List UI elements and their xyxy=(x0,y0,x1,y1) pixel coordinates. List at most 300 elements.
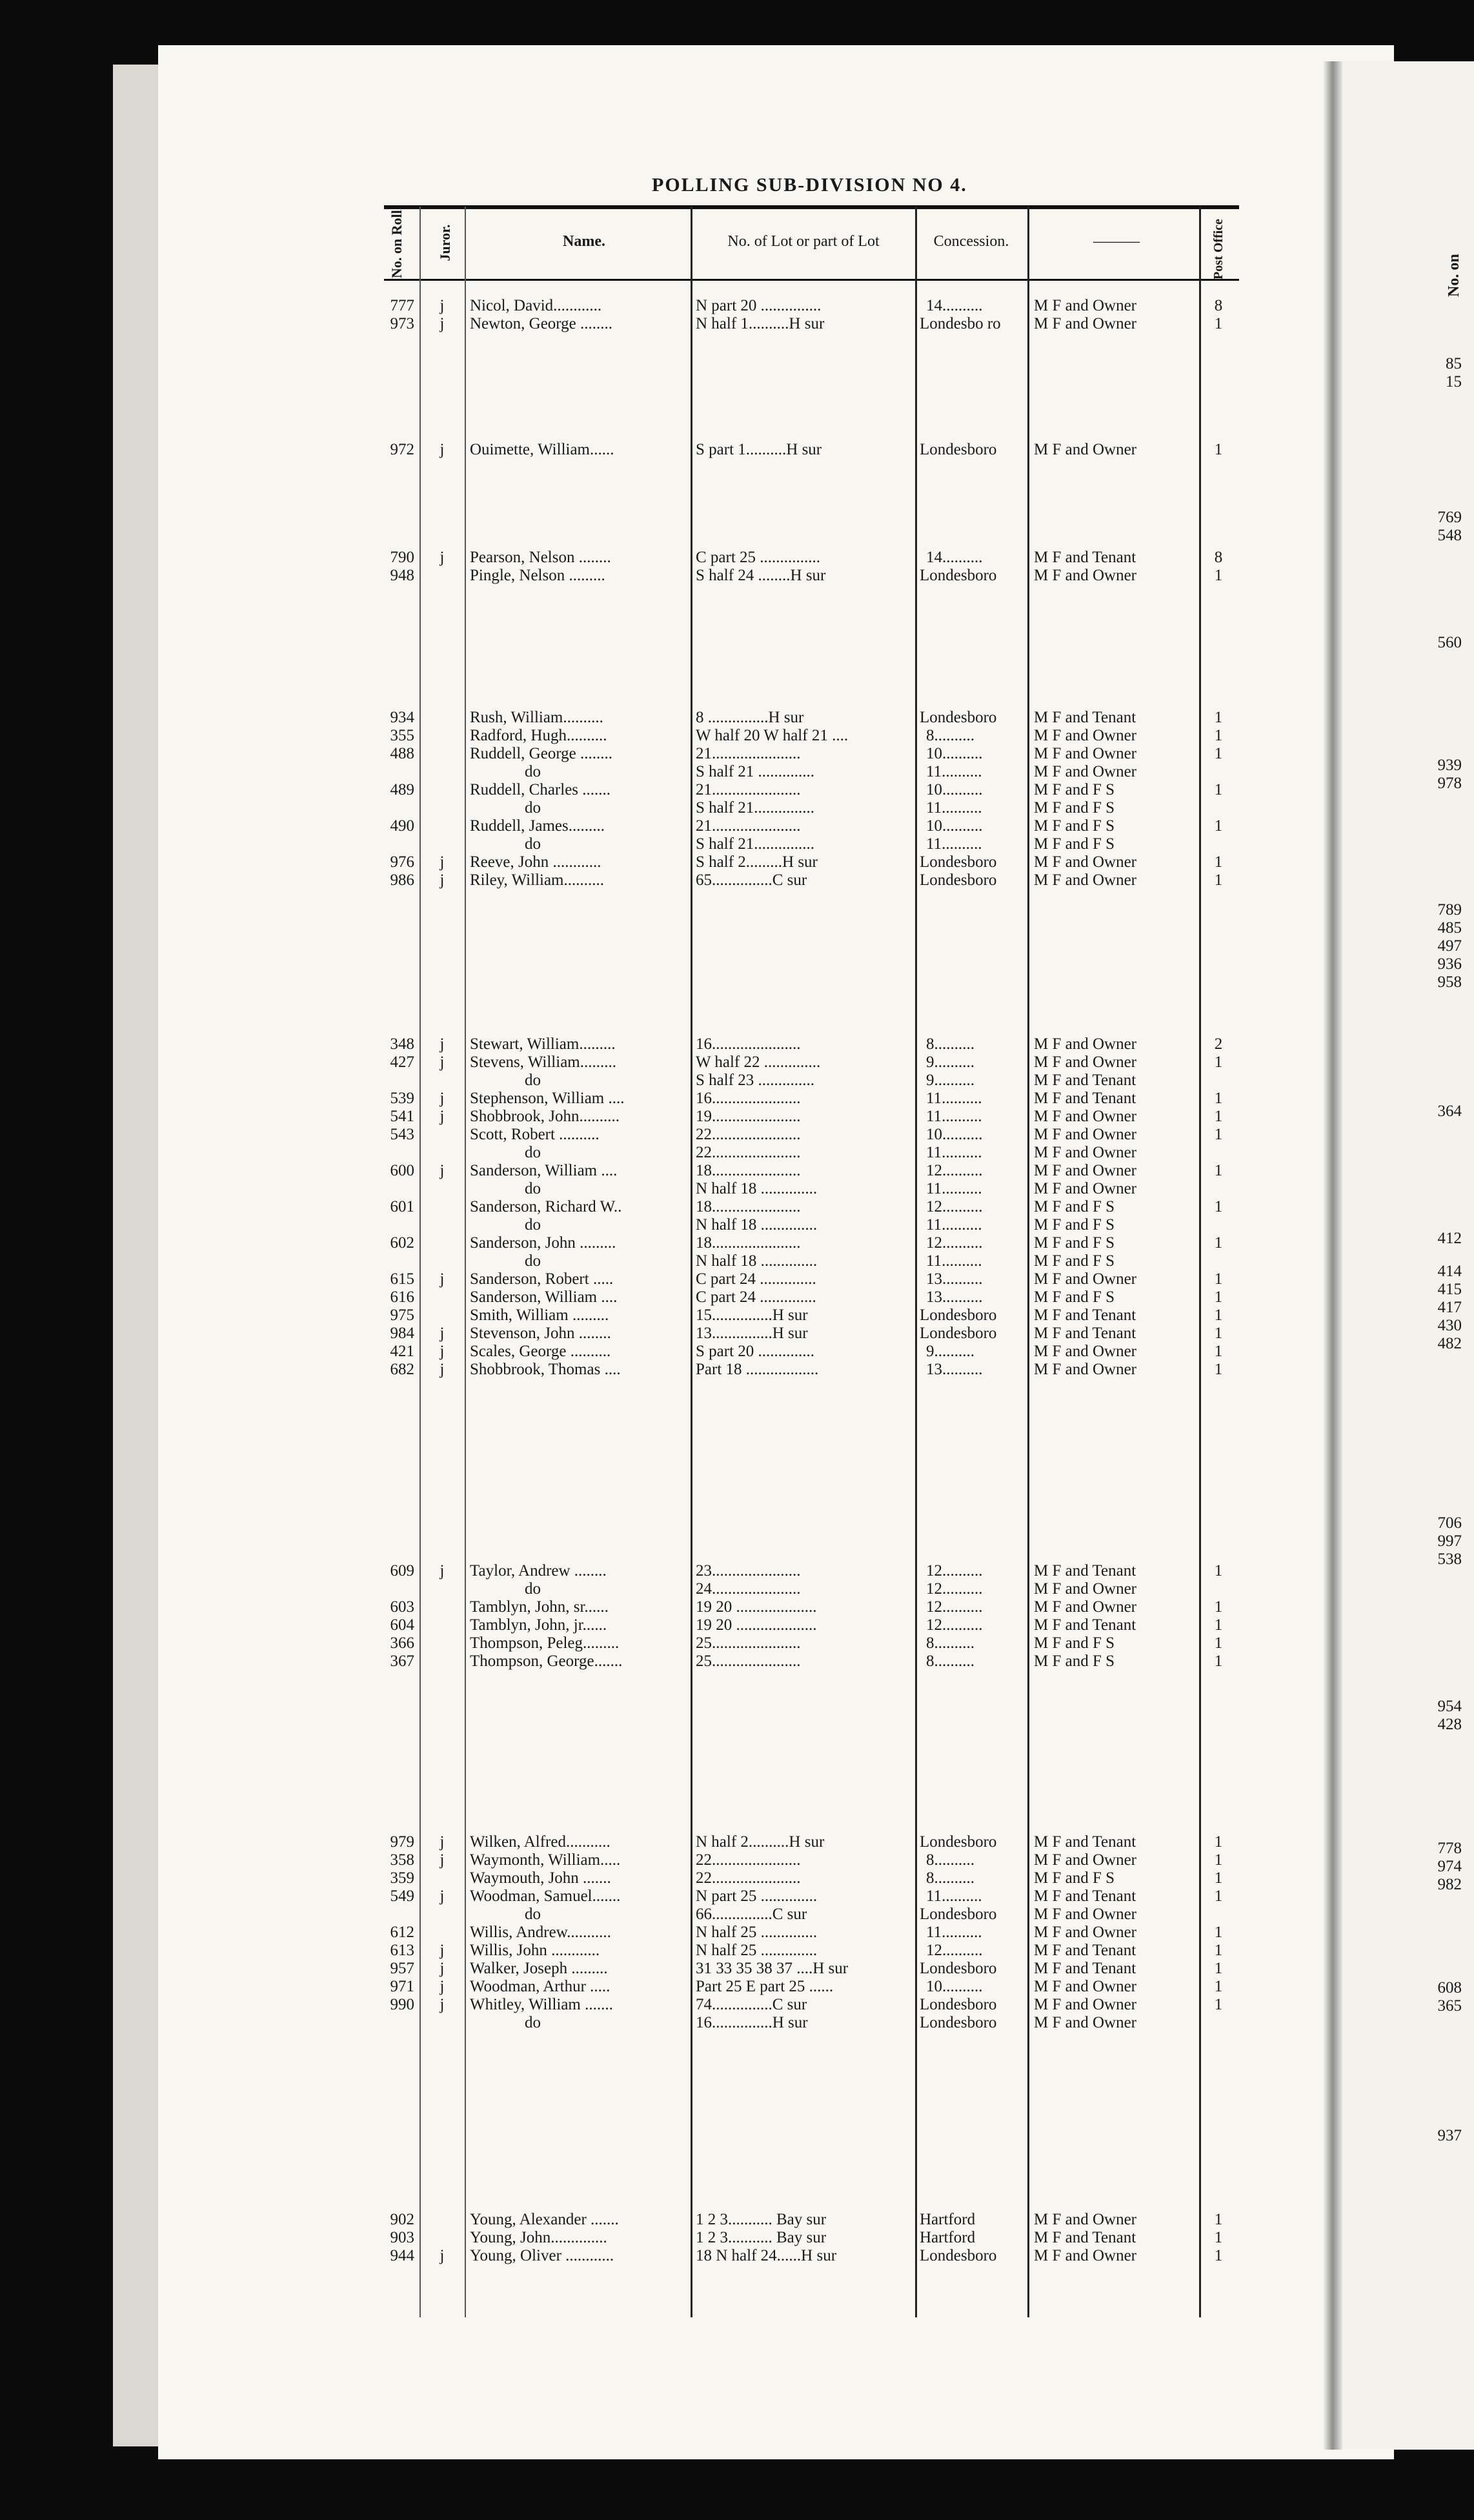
lot-description: 15...............H sur xyxy=(696,1306,808,1324)
page-fold xyxy=(1323,61,1342,2450)
voter-name: Whitley, William ....... xyxy=(470,1996,613,2013)
concession: Londesboro xyxy=(920,1960,997,1977)
juror-mark: j xyxy=(439,1325,445,1342)
juror-mark: j xyxy=(439,1978,445,1995)
post-office: 1 xyxy=(1214,2211,1223,2228)
qualification: M F and Owner xyxy=(1034,1180,1137,1197)
lot-description: 8 ...............H sur xyxy=(696,709,804,726)
voter-name: Newton, George ........ xyxy=(470,315,613,332)
juror-mark: j xyxy=(439,1851,445,1869)
lot-description: 25...................... xyxy=(696,1634,801,1652)
qualification: M F and F S xyxy=(1034,1652,1115,1670)
roll-number: 975 xyxy=(390,1306,414,1324)
post-office: 1 xyxy=(1214,1361,1223,1378)
roll-number: 488 xyxy=(390,745,414,762)
concession: 10.......... xyxy=(926,1978,983,1995)
qualification: M F and Tenant xyxy=(1034,1072,1136,1089)
header-juror: Juror. xyxy=(437,224,453,261)
voter-name: Stephenson, William .... xyxy=(470,1090,625,1107)
post-office: 1 xyxy=(1214,1288,1223,1306)
juror-mark: j xyxy=(439,2247,445,2264)
post-office: 1 xyxy=(1214,1869,1223,1887)
roll-number: 490 xyxy=(390,817,414,835)
voter-name: Riley, William.......... xyxy=(470,871,605,889)
lot-description: 18 N half 24......H sur xyxy=(696,2247,837,2264)
juror-mark: j xyxy=(439,549,445,566)
post-office: 1 xyxy=(1214,1634,1223,1652)
voter-name: Tamblyn, John, jr...... xyxy=(470,1616,607,1634)
post-office: 1 xyxy=(1214,1652,1223,1670)
concession: 8.......... xyxy=(926,727,974,744)
concession: 11.......... xyxy=(926,1216,982,1234)
roll-number: 972 xyxy=(390,441,414,458)
qualification: M F and Owner xyxy=(1034,315,1137,332)
concession: Londesboro xyxy=(920,871,997,889)
facing-page xyxy=(1329,61,1474,2450)
qualification: M F and Tenant xyxy=(1034,1887,1136,1905)
voter-name: do xyxy=(525,1905,541,1923)
qualification: M F and Owner xyxy=(1034,1996,1137,2013)
lot-description: 1 2 3........... Bay sur xyxy=(696,2211,827,2228)
concession: Londesboro xyxy=(920,1325,997,1342)
roll-number: 934 xyxy=(390,709,414,726)
facing-page-roll-number: 430 xyxy=(1437,1317,1462,1334)
concession: 14.......... xyxy=(926,549,983,566)
concession: 12.......... xyxy=(926,1234,983,1252)
roll-number: 682 xyxy=(390,1361,414,1378)
post-office: 1 xyxy=(1214,1270,1223,1288)
qualification: M F and Owner xyxy=(1034,1270,1137,1288)
header-description: ——— xyxy=(1093,233,1140,250)
voter-name: Willis, Andrew........... xyxy=(470,1924,611,1941)
juror-mark: j xyxy=(439,1053,445,1071)
concession: 12.......... xyxy=(926,1198,983,1215)
roll-number: 976 xyxy=(390,853,414,871)
facing-page-roll-number: 15 xyxy=(1446,373,1462,391)
qualification: M F and Owner xyxy=(1034,1126,1137,1143)
lot-description: C part 25 ............... xyxy=(696,549,821,566)
facing-page-roll-number: 778 xyxy=(1437,1840,1462,1857)
concession: 8.......... xyxy=(926,1035,974,1053)
qualification: M F and Owner xyxy=(1034,1978,1137,1995)
post-office: 1 xyxy=(1214,1851,1223,1869)
lot-description: 21...................... xyxy=(696,781,801,798)
qualification: M F and F S xyxy=(1034,1252,1115,1270)
roll-number: 615 xyxy=(390,1270,414,1288)
facing-page-roll-number: 958 xyxy=(1437,973,1462,991)
juror-mark: j xyxy=(439,315,445,332)
concession: 11.......... xyxy=(926,763,982,780)
juror-mark: j xyxy=(439,1887,445,1905)
lot-description: S half 24 ........H sur xyxy=(696,567,826,584)
roll-number: 990 xyxy=(390,1996,414,2013)
post-office: 1 xyxy=(1214,1598,1223,1616)
post-office: 1 xyxy=(1214,1198,1223,1215)
facing-page-roll-number: 978 xyxy=(1437,775,1462,792)
concession: 8.......... xyxy=(926,1652,974,1670)
roll-number: 616 xyxy=(390,1288,414,1306)
voter-name: Scales, George .......... xyxy=(470,1343,611,1360)
voter-name: do xyxy=(525,1072,541,1089)
lot-description: 19 20 .................... xyxy=(696,1598,817,1616)
qualification: M F and Owner xyxy=(1034,441,1137,458)
post-office: 2 xyxy=(1214,1035,1223,1053)
qualification: M F and Owner xyxy=(1034,1851,1137,1869)
lot-description: C part 24 .............. xyxy=(696,1288,816,1306)
roll-number: 603 xyxy=(390,1598,414,1616)
concession: Londesboro xyxy=(920,1905,997,1923)
column-rule-name xyxy=(691,207,692,2317)
qualification: M F and F S xyxy=(1034,1288,1115,1306)
concession: 10.......... xyxy=(926,817,983,835)
voter-name: Young, John.............. xyxy=(470,2229,607,2246)
concession: Hartford xyxy=(920,2229,976,2246)
qualification: M F and F S xyxy=(1034,817,1115,835)
qualification: M F and F S xyxy=(1034,1216,1115,1234)
facing-page-roll-number: 937 xyxy=(1437,2127,1462,2144)
qualification: M F and Owner xyxy=(1034,2247,1137,2264)
voter-name: Taylor, Andrew ........ xyxy=(470,1562,607,1580)
voter-name: do xyxy=(525,2014,541,2031)
qualification: M F and Owner xyxy=(1034,1598,1137,1616)
roll-number: 902 xyxy=(390,2211,414,2228)
roll-number: 358 xyxy=(390,1851,414,1869)
voter-name: Ruddell, James......... xyxy=(470,817,605,835)
post-office: 1 xyxy=(1214,709,1223,726)
lot-description: N half 25 .............. xyxy=(696,1924,818,1941)
lot-description: N part 25 .............. xyxy=(696,1887,818,1905)
juror-mark: j xyxy=(439,441,445,458)
roll-number: 944 xyxy=(390,2247,414,2264)
lot-description: 66...............C sur xyxy=(696,1905,807,1923)
voter-name: Ruddell, George ........ xyxy=(470,745,613,762)
voter-name: do xyxy=(525,799,541,817)
facing-page-roll-number: 364 xyxy=(1437,1102,1462,1120)
voter-name: Smith, William ......... xyxy=(470,1306,609,1324)
voter-name: Sanderson, William .... xyxy=(470,1162,618,1179)
lot-description: S part 20 .............. xyxy=(696,1343,815,1360)
lot-description: 18...................... xyxy=(696,1162,801,1179)
lot-description: S half 21 .............. xyxy=(696,763,815,780)
lot-description: 23...................... xyxy=(696,1562,801,1580)
qualification: M F and Owner xyxy=(1034,1580,1137,1598)
concession: 11.......... xyxy=(926,835,982,853)
lot-description: W half 22 .............. xyxy=(696,1053,821,1071)
facing-page-roll-number: 789 xyxy=(1437,901,1462,919)
post-office: 1 xyxy=(1214,1234,1223,1252)
voter-name: Stevens, William......... xyxy=(470,1053,616,1071)
roll-number: 549 xyxy=(390,1887,414,1905)
post-office: 1 xyxy=(1214,727,1223,744)
voter-name: Ruddell, Charles ....... xyxy=(470,781,611,798)
roll-number: 903 xyxy=(390,2229,414,2246)
lot-description: N half 18 .............. xyxy=(696,1252,818,1270)
juror-mark: j xyxy=(439,297,445,314)
qualification: M F and F S xyxy=(1034,799,1115,817)
header-bottom-rule xyxy=(384,279,1239,281)
voter-name: do xyxy=(525,835,541,853)
qualification: M F and Tenant xyxy=(1034,1616,1136,1634)
facing-page-header: No. on xyxy=(1446,254,1462,297)
qualification: M F and Owner xyxy=(1034,1162,1137,1179)
lot-description: S half 23 .............. xyxy=(696,1072,815,1089)
lot-description: S half 21............... xyxy=(696,835,815,853)
juror-mark: j xyxy=(439,871,445,889)
voter-name: Rush, William.......... xyxy=(470,709,603,726)
qualification: M F and Owner xyxy=(1034,1343,1137,1360)
lot-description: N half 18 .............. xyxy=(696,1216,818,1234)
voter-name: Scott, Robert .......... xyxy=(470,1126,600,1143)
voter-name: Thompson, George....... xyxy=(470,1652,623,1670)
voter-name: Woodman, Arthur ..... xyxy=(470,1978,611,1995)
juror-mark: j xyxy=(439,853,445,871)
voter-name: Pingle, Nelson ......... xyxy=(470,567,605,584)
lot-description: 25...................... xyxy=(696,1652,801,1670)
concession: 11.......... xyxy=(926,1144,982,1161)
concession: 12.......... xyxy=(926,1942,983,1959)
roll-number: 601 xyxy=(390,1198,414,1215)
page-title: POLLING SUB-DIVISION NO 4. xyxy=(652,174,967,196)
juror-mark: j xyxy=(439,1090,445,1107)
lot-description: 21...................... xyxy=(696,745,801,762)
lot-description: S part 1..........H sur xyxy=(696,441,822,458)
concession: 14.......... xyxy=(926,297,983,314)
facing-page-roll-number: 365 xyxy=(1437,1997,1462,2015)
lot-description: 24...................... xyxy=(696,1580,801,1598)
post-office: 1 xyxy=(1214,2229,1223,2246)
facing-page-roll-number: 497 xyxy=(1437,937,1462,955)
voter-name: Wilken, Alfred........... xyxy=(470,1833,611,1851)
voter-name: Tamblyn, John, sr...... xyxy=(470,1598,609,1616)
facing-page-roll-number: 417 xyxy=(1437,1299,1462,1316)
post-office: 1 xyxy=(1214,567,1223,584)
concession: 11.......... xyxy=(926,1252,982,1270)
concession: 12.......... xyxy=(926,1616,983,1634)
concession: 11.......... xyxy=(926,1924,982,1941)
roll-number: 777 xyxy=(390,297,414,314)
voter-name: Reeve, John ............ xyxy=(470,853,601,871)
post-office: 1 xyxy=(1214,781,1223,798)
concession: 13.......... xyxy=(926,1288,983,1306)
voter-name: do xyxy=(525,1144,541,1161)
lot-description: 22...................... xyxy=(696,1126,801,1143)
juror-mark: j xyxy=(439,1035,445,1053)
juror-mark: j xyxy=(439,1562,445,1580)
qualification: M F and Tenant xyxy=(1034,1325,1136,1342)
roll-number: 602 xyxy=(390,1234,414,1252)
roll-number: 366 xyxy=(390,1634,414,1652)
facing-page-roll-number: 412 xyxy=(1437,1230,1462,1247)
concession: 11.......... xyxy=(926,799,982,817)
lot-description: 16...................... xyxy=(696,1090,801,1107)
facing-page-roll-number: 939 xyxy=(1437,757,1462,774)
post-office: 1 xyxy=(1214,853,1223,871)
concession: 10.......... xyxy=(926,745,983,762)
voter-name: Willis, John ............ xyxy=(470,1942,600,1959)
roll-number: 973 xyxy=(390,315,414,332)
concession: 12.......... xyxy=(926,1598,983,1616)
lot-description: Part 25 E part 25 ...... xyxy=(696,1978,834,1995)
qualification: M F and Owner xyxy=(1034,1361,1137,1378)
voter-name: Waymouth, John ....... xyxy=(470,1869,611,1887)
post-office: 8 xyxy=(1214,297,1223,314)
juror-mark: j xyxy=(439,1960,445,1977)
voter-name: do xyxy=(525,1252,541,1270)
qualification: M F and F S xyxy=(1034,1634,1115,1652)
qualification: M F and Owner xyxy=(1034,763,1137,780)
roll-number: 609 xyxy=(390,1562,414,1580)
lot-description: 65...............C sur xyxy=(696,871,807,889)
facing-page-roll-number: 85 xyxy=(1446,355,1462,372)
post-office: 1 xyxy=(1214,441,1223,458)
facing-page-roll-number: 548 xyxy=(1437,527,1462,544)
post-office: 1 xyxy=(1214,1325,1223,1342)
concession: 8.......... xyxy=(926,1851,974,1869)
qualification: M F and Owner xyxy=(1034,1108,1137,1125)
roll-number: 948 xyxy=(390,567,414,584)
header-lot: No. of Lot or part of Lot xyxy=(727,233,880,250)
lot-description: N half 1..........H sur xyxy=(696,315,825,332)
roll-number: 984 xyxy=(390,1325,414,1342)
juror-mark: j xyxy=(439,1996,445,2013)
qualification: M F and Owner xyxy=(1034,1053,1137,1071)
qualification: M F and Owner xyxy=(1034,297,1137,314)
roll-number: 604 xyxy=(390,1616,414,1634)
lot-description: 74...............C sur xyxy=(696,1996,807,2013)
voter-name: Stevenson, John ........ xyxy=(470,1325,611,1342)
voter-name: Nicol, David............ xyxy=(470,297,602,314)
lot-description: N half 18 .............. xyxy=(696,1180,818,1197)
post-office: 1 xyxy=(1214,1053,1223,1071)
voter-name: do xyxy=(525,1180,541,1197)
qualification: M F and Tenant xyxy=(1034,1306,1136,1324)
header-name: Name. xyxy=(563,233,605,250)
post-office: 1 xyxy=(1214,1090,1223,1107)
concession: 8.......... xyxy=(926,1634,974,1652)
qualification: M F and F S xyxy=(1034,1869,1115,1887)
concession: 11.......... xyxy=(926,1090,982,1107)
header-post-office: Post Office xyxy=(1211,219,1226,279)
lot-description: S half 21............... xyxy=(696,799,815,817)
qualification: M F and Tenant xyxy=(1034,709,1136,726)
voter-name: Sanderson, Robert ..... xyxy=(470,1270,614,1288)
voter-name: Woodman, Samuel....... xyxy=(470,1887,621,1905)
concession: 13.......... xyxy=(926,1361,983,1378)
column-rule-juror xyxy=(465,207,466,2317)
roll-number: 355 xyxy=(390,727,414,744)
voter-name: Sanderson, Richard W.. xyxy=(470,1198,622,1215)
roll-number: 979 xyxy=(390,1833,414,1851)
roll-number: 600 xyxy=(390,1162,414,1179)
roll-number: 986 xyxy=(390,871,414,889)
roll-number: 421 xyxy=(390,1343,414,1360)
facing-page-roll-number: 482 xyxy=(1437,1335,1462,1352)
concession: 10.......... xyxy=(926,781,983,798)
concession: 12.......... xyxy=(926,1562,983,1580)
concession: 9.......... xyxy=(926,1053,974,1071)
post-office: 1 xyxy=(1214,1996,1223,2013)
concession: 11.......... xyxy=(926,1108,982,1125)
voter-name: do xyxy=(525,1580,541,1598)
lot-description: N half 2..........H sur xyxy=(696,1833,825,1851)
facing-page-roll-number: 936 xyxy=(1437,955,1462,973)
roll-number: 790 xyxy=(390,549,414,566)
qualification: M F and F S xyxy=(1034,835,1115,853)
lot-description: 19...................... xyxy=(696,1108,801,1125)
qualification: M F and Tenant xyxy=(1034,1562,1136,1580)
juror-mark: j xyxy=(439,1108,445,1125)
facing-page-roll-number: 608 xyxy=(1437,1979,1462,1997)
juror-mark: j xyxy=(439,1343,445,1360)
concession: 12.......... xyxy=(926,1162,983,1179)
concession: 13.......... xyxy=(926,1270,983,1288)
voter-name: Sanderson, William .... xyxy=(470,1288,618,1306)
post-office: 8 xyxy=(1214,549,1223,566)
qualification: M F and F S xyxy=(1034,781,1115,798)
concession: Londesboro xyxy=(920,853,997,871)
post-office: 1 xyxy=(1214,1306,1223,1324)
concession: Londesboro xyxy=(920,1306,997,1324)
voter-name: do xyxy=(525,763,541,780)
qualification: M F and Owner xyxy=(1034,727,1137,744)
concession: 12.......... xyxy=(926,1580,983,1598)
facing-page-roll-number: 538 xyxy=(1437,1550,1462,1568)
concession: 9.......... xyxy=(926,1343,974,1360)
concession: Londesboro xyxy=(920,2014,997,2031)
facing-page-roll-number: 485 xyxy=(1437,919,1462,937)
facing-page-roll-number: 954 xyxy=(1437,1698,1462,1715)
lot-description: 21...................... xyxy=(696,817,801,835)
concession: 9.......... xyxy=(926,1072,974,1089)
juror-mark: j xyxy=(439,1361,445,1378)
voter-name: Young, Alexander ....... xyxy=(470,2211,619,2228)
lot-description: N half 25 .............. xyxy=(696,1942,818,1959)
juror-mark: j xyxy=(439,1833,445,1851)
qualification: M F and Owner xyxy=(1034,2211,1137,2228)
lot-description: 18...................... xyxy=(696,1234,801,1252)
post-office: 1 xyxy=(1214,2247,1223,2264)
header-roll: No. on Roll. xyxy=(389,206,405,278)
lot-description: 22...................... xyxy=(696,1144,801,1161)
qualification: M F and Tenant xyxy=(1034,2229,1136,2246)
roll-number: 427 xyxy=(390,1053,414,1071)
lot-description: S half 2.........H sur xyxy=(696,853,818,871)
lot-description: 16...............H sur xyxy=(696,2014,808,2031)
concession: Londesboro xyxy=(920,709,997,726)
post-office: 1 xyxy=(1214,871,1223,889)
lot-description: 19 20 .................... xyxy=(696,1616,817,1634)
qualification: M F and Owner xyxy=(1034,853,1137,871)
roll-number: 613 xyxy=(390,1942,414,1959)
roll-number: 489 xyxy=(390,781,414,798)
lot-description: W half 20 W half 21 .... xyxy=(696,727,849,744)
post-office: 1 xyxy=(1214,1978,1223,1995)
voter-name: Waymonth, William..... xyxy=(470,1851,621,1869)
lot-description: 18...................... xyxy=(696,1198,801,1215)
juror-mark: j xyxy=(439,1162,445,1179)
facing-page-roll-number: 415 xyxy=(1437,1281,1462,1298)
voter-name: Shobbrook, Thomas .... xyxy=(470,1361,621,1378)
concession: Londesboro xyxy=(920,441,997,458)
post-office: 1 xyxy=(1214,1616,1223,1634)
roll-number: 539 xyxy=(390,1090,414,1107)
voter-name: Radford, Hugh.......... xyxy=(470,727,607,744)
qualification: M F and Owner xyxy=(1034,871,1137,889)
column-rule-description xyxy=(1199,207,1201,2317)
voter-name: Stewart, William......... xyxy=(470,1035,616,1053)
roll-number: 359 xyxy=(390,1869,414,1887)
lot-description: 16...................... xyxy=(696,1035,801,1053)
